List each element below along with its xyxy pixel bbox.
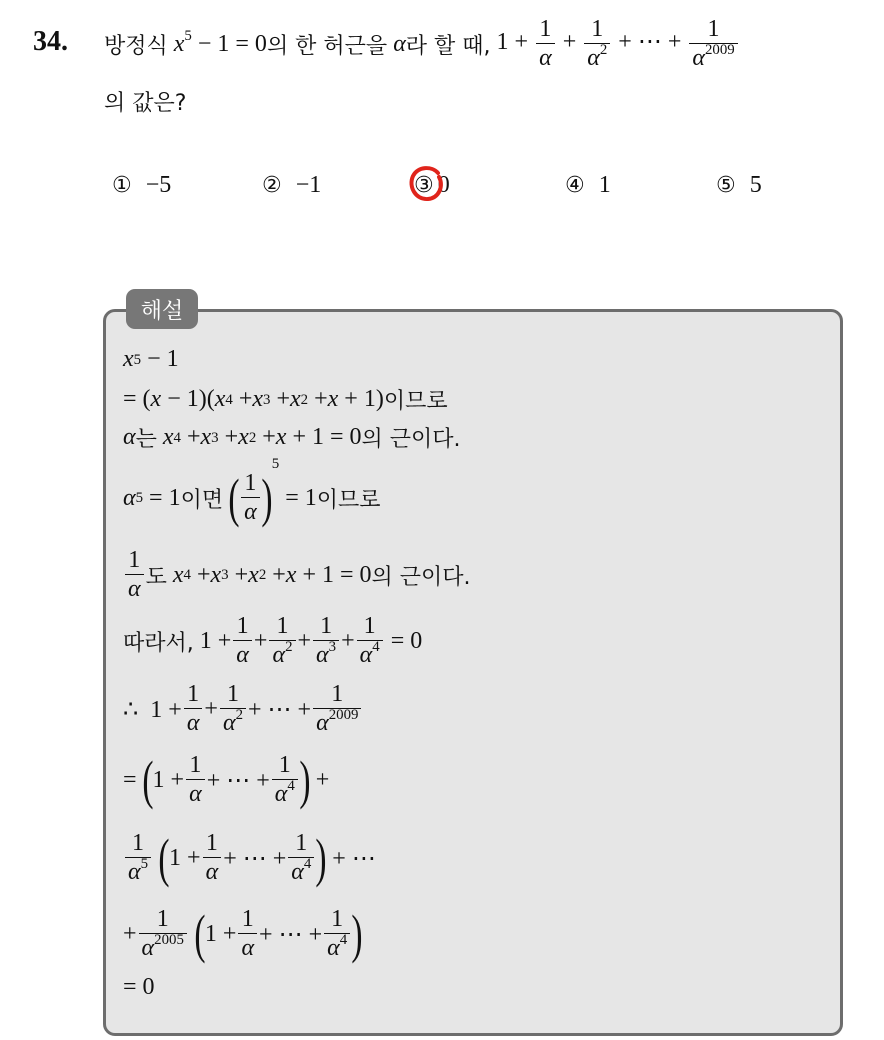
question-line-2 xyxy=(104,86,186,117)
question-series: 1 + $\frac{1}{\alpha}$ + $\frac{1}{\alpha^2}$ + ⋯ + $\frac{1}{\alpha^{2009}}$ xyxy=(491,17,740,70)
fraction: $\frac{1}{\alpha^2}$ xyxy=(220,682,246,735)
word-do: 도 xyxy=(145,564,167,590)
choice-value: −1 xyxy=(295,172,322,198)
fraction: $\frac{1}{\alpha^{2009}}$ xyxy=(689,17,737,70)
solution-line-3: α 는 x 4 + x 3 + x 2 + x + 1 = 0 의 근이다. xyxy=(123,424,461,452)
solution-line-9: $\frac{1}{\alpha^5}$ ( 1 + $\frac{1}{\alpha}$ + ⋯ + $\frac{1}{\alpha^4}$ ) + ⋯ xyxy=(123,822,376,894)
solution-line-4: α 5 = 1 이면 ( $\frac{1}{\alpha}$ ) 5 = 1 이므로 xyxy=(123,456,381,528)
solution-line-7: ∴ 1 + $\frac{1}{\alpha}$ + $\frac{1}{\alpha^2}$ + ⋯ + $\frac{1}{\alpha^{2009}}$ xyxy=(123,676,363,742)
fraction: $\frac{1}{\alpha}$ xyxy=(125,548,144,601)
choice-mark: ④ xyxy=(565,173,585,198)
choice-mark: ② xyxy=(262,173,282,198)
fraction: $\frac{1}{\alpha^4}$ xyxy=(288,831,314,884)
solution-line-2: = ( x − 1)( x 4 + x 3 + x 2 + x + 1) 이므로 xyxy=(123,386,448,414)
fraction: $\frac{1}{\alpha}$ xyxy=(184,682,203,735)
word-neun: 는 xyxy=(135,427,157,452)
choice-2[interactable] xyxy=(262,172,321,199)
fraction: $\frac{1}{\alpha^2}$ xyxy=(584,17,610,70)
fraction: $\frac{1}{\alpha}$ xyxy=(233,614,252,667)
solution-line-8: = ( 1 + $\frac{1}{\alpha}$ + ⋯ + $\frac{1}{\alpha^4}$ ) + xyxy=(123,750,330,810)
question-number: 34. xyxy=(33,26,68,57)
solution-line-6: 따라서, 1 + $\frac{1}{\alpha}$ + $\frac{1}{\alpha^2}$ + $\frac{1}{\alpha^3}$ + $\frac{1}{\alpha^4}$ = 0 xyxy=(123,613,423,668)
choice-mark: ① xyxy=(112,173,132,198)
solution-line-10: + $\frac{1}{\alpha^{2005}}$ ( 1 + $\frac{1}{\alpha}$ + ⋯ + $\frac{1}{\alpha^4}$ ) xyxy=(123,904,363,964)
solution-line-5: $\frac{1}{\alpha}$ 도 x 4 + x 3 + x 2 + x + 1 = 0 의 근이다. xyxy=(123,542,471,608)
fraction: $\frac{1}{\alpha^5}$ xyxy=(125,831,151,884)
question-text-b: 의 한 허근을 xyxy=(266,33,388,59)
word-imyeon: 이면 xyxy=(180,487,224,513)
choice-mark: ③ xyxy=(414,173,434,198)
solution-tag: 해설 xyxy=(126,289,198,329)
choice-4[interactable] xyxy=(565,172,611,199)
question-equation: $x^5 - 1 = 0$ xyxy=(173,27,267,57)
question-text-d: 의 값은? xyxy=(104,91,187,116)
fraction: $\frac{1}{\alpha^{2009}}$ xyxy=(313,682,361,735)
fraction: $\frac{1}{\alpha^{2005}}$ xyxy=(139,907,187,960)
question-text-c: 라 할 때, xyxy=(405,33,491,59)
question-alpha: α xyxy=(387,30,406,57)
choice-5[interactable] xyxy=(716,172,762,199)
fraction: $\frac{1}{\alpha}$ xyxy=(203,831,222,884)
word-imeuro: 이므로 xyxy=(316,487,381,513)
question-line-1 xyxy=(104,12,740,76)
word-ttaraseo: 따라서, xyxy=(123,630,194,656)
fraction: $\frac{1}{\alpha}$ xyxy=(241,471,260,524)
fraction: $\frac{1}{\alpha}$ xyxy=(238,907,257,960)
fraction: $\frac{1}{\alpha^3}$ xyxy=(313,614,339,667)
word-imeuro: 이므로 xyxy=(383,389,448,414)
answer-choices xyxy=(112,172,832,208)
choice-mark: ⑤ xyxy=(716,173,736,198)
choice-value: 1 xyxy=(598,172,611,198)
choice-value: 5 xyxy=(749,172,762,198)
fraction: $\frac{1}{\alpha^4}$ xyxy=(324,907,350,960)
fraction: $\frac{1}{\alpha^4}$ xyxy=(357,614,383,667)
choice-3[interactable] xyxy=(414,172,450,199)
solution-line-11: = 0 xyxy=(123,974,155,1000)
fraction: $\frac{1}{\alpha}$ xyxy=(536,17,555,70)
word-eui-geunida: 의 근이다. xyxy=(361,427,461,452)
fraction: $\frac{1}{\alpha^2}$ xyxy=(269,614,295,667)
fraction: $\frac{1}{\alpha}$ xyxy=(186,753,205,806)
choice-1[interactable] xyxy=(112,172,171,199)
question-text-a: 방정식 xyxy=(104,33,168,59)
choice-value: −5 xyxy=(145,172,172,198)
choice-value: 0 xyxy=(437,172,450,198)
fraction: $\frac{1}{\alpha^4}$ xyxy=(272,753,298,806)
solution-line-1: x 5 − 1 xyxy=(123,346,179,372)
word-eui-geunida: 의 근이다. xyxy=(371,564,471,590)
